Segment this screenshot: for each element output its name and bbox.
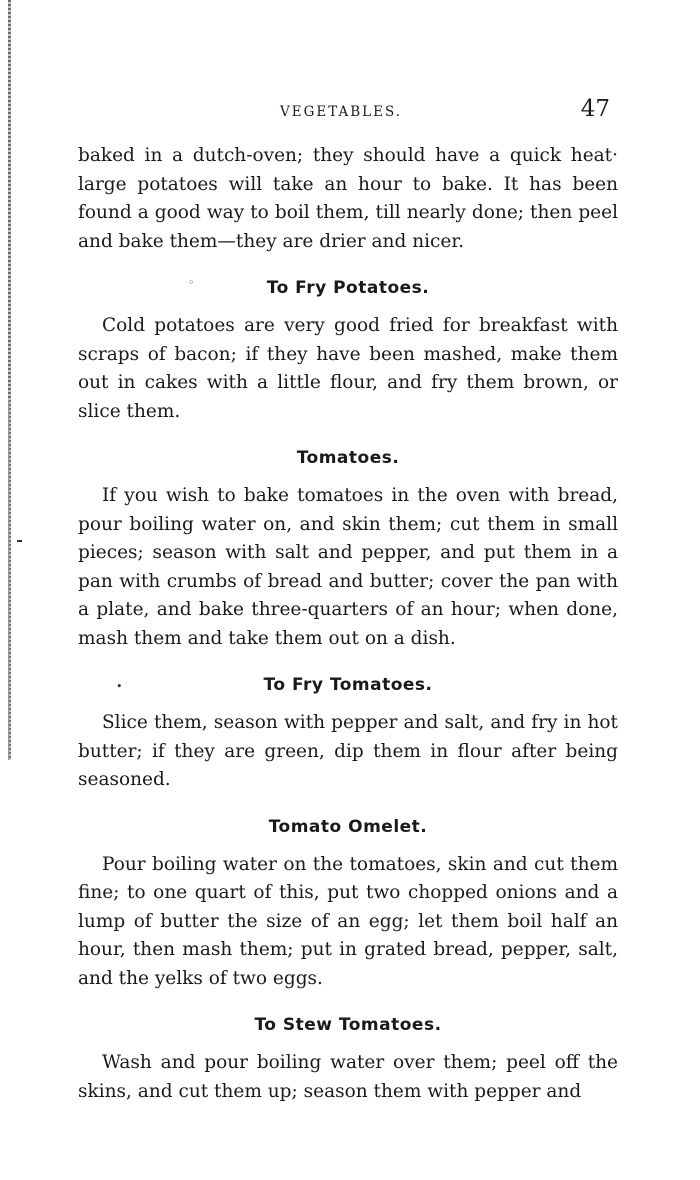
section-stew-tomatoes [78,1013,618,1106]
running-title: VEGETABLES. [280,104,403,120]
print-speck: ◦ [188,276,195,289]
binding-edge-shadow [8,400,9,760]
section-body: Pour boiling water on the tomatoes, skin and cut them fine; to one quart of this, put two chopped onions and a lump of butter the size of an egg; let them boil half an hour, then mash them; put in grated bread, pepper, salt, and the yelks of two eggs. [78,853,618,989]
section-heading: To Stew Tomatoes. [254,1015,442,1035]
page-number: 47 [580,96,610,122]
binding-mark [17,540,22,542]
section-body: Slice them, season with pepper and salt, and fry in hot butter; if they are green, dip them in flour after being seasoned. [78,712,618,790]
print-speck: • [116,680,123,693]
section-fry-tomatoes [78,673,618,795]
section-tomatoes [78,446,618,653]
section-body: Wash and pour boiling water over them; peel off the skins, and cut them up; season them with pepper and [78,1052,618,1102]
section-body: If you wish to bake tomatoes in the oven with bread, pour boiling water on, and skin them; cut them in small pieces; season with salt and pepper, and put them in a pan with crumbs of bread and butter; cover the pan with a plate, and bake three-quarters of an hour; when done, mash them and take them out on a dish. [78,485,618,649]
section-body: Cold potatoes are very good fried for breakfast with scraps of bacon; if they have been mashed, make them out in cakes with a little flour, and fry them brown, or slice them. [78,315,618,422]
section-heading: To Fry Potatoes. [266,278,430,298]
section-heading: Tomato Omelet. [268,816,428,837]
page-body [78,142,618,1106]
section-heading: To Fry Tomatoes. [263,675,433,695]
section-heading: Tomatoes. [296,448,400,468]
intro-paragraph: baked in a dutch-oven; they should have a quick heat· large potatoes will take an hour to bake. It has been found a good way to boil them, till nearly done; then peel and bake them—they are drier and nicer. [78,145,618,252]
section-tomato-omelet [78,815,618,994]
running-header [78,96,618,126]
section-fry-potatoes [78,276,618,426]
